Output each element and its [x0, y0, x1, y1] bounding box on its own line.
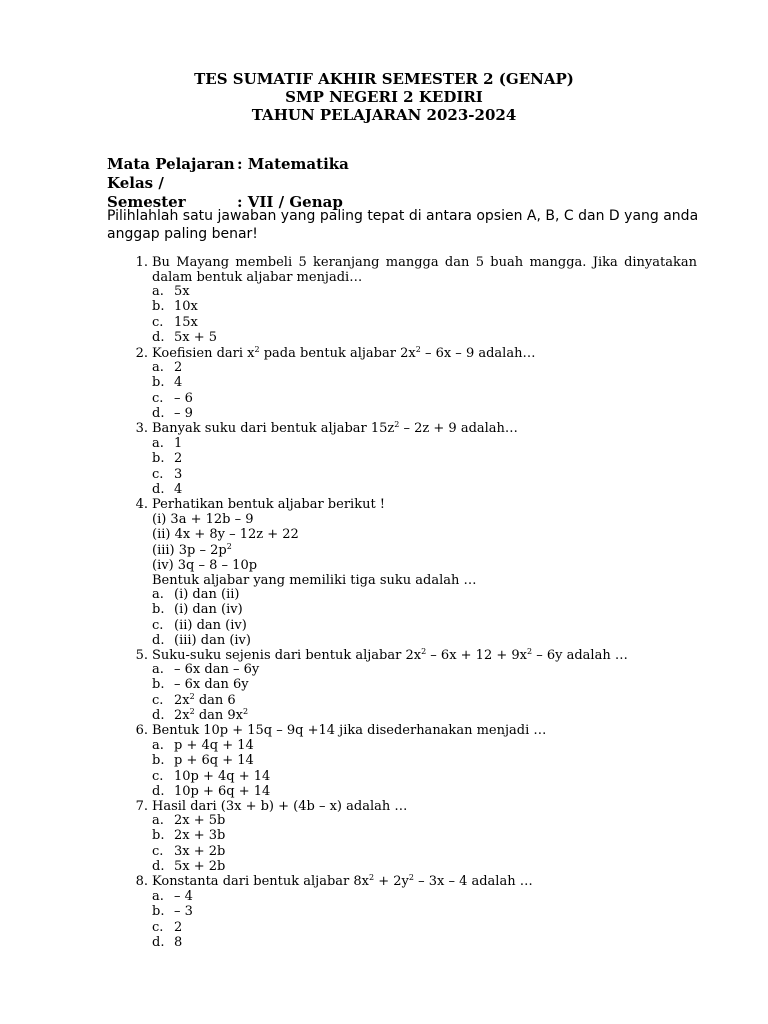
answer-option	[152, 467, 182, 482]
answer-option	[152, 738, 254, 753]
option-letter: d.	[152, 329, 165, 345]
question-text: Suku-suku sejenis dari bentuk aljabar $2x^2 - 6x + 12 + 9x^2 - 6y$ adalah …	[152, 647, 628, 663]
option-text: 2	[174, 919, 183, 935]
option-letter: c.	[152, 314, 164, 330]
option-letter: b.	[152, 677, 165, 693]
answer-option	[152, 844, 225, 859]
question-number: 5.	[135, 648, 148, 663]
option-text: 5x + 5	[174, 329, 218, 345]
question-text: Bu Mayang membeli 5 keranjang mangga dan 5 buah mangga. Jika dinyatakan dalam bentuk aljabar menjadi…	[152, 255, 697, 286]
question-number: 3.	[135, 421, 148, 436]
option-letter: c.	[152, 466, 164, 482]
school-name: SMP NEGERI 2 KEDIRI	[285, 88, 483, 106]
option-text: $2x^2$ dan $9x^2$	[174, 706, 249, 723]
option-letter: a.	[152, 587, 164, 602]
option-text: p + 4q + 14	[174, 738, 254, 753]
option-text: 3x + 2b	[174, 843, 226, 859]
option-text: (ii) dan (iv)	[174, 617, 247, 633]
option-letter: a.	[152, 738, 164, 753]
answer-option	[152, 813, 225, 828]
answer-option	[152, 633, 251, 648]
option-letter: a.	[152, 889, 164, 904]
option-letter: a.	[152, 813, 164, 828]
option-text: 10x	[174, 299, 198, 315]
option-letter: a.	[152, 436, 164, 451]
answer-option	[152, 784, 270, 799]
question-text: Perhatikan bentuk aljabar berikut !	[152, 497, 386, 512]
option-text: – 6x dan 6y	[174, 677, 249, 693]
question-number: 7.	[135, 799, 148, 814]
option-text: 4	[174, 481, 183, 497]
option-text: 15x	[174, 314, 198, 330]
answer-option	[152, 935, 182, 950]
exam-title: TES SUMATIF AKHIR SEMESTER 2 (GENAP)	[194, 70, 574, 88]
question-8	[120, 874, 697, 889]
answer-option	[152, 406, 193, 421]
option-letter: b.	[152, 904, 165, 920]
question-text: Koefisien dari $x^2$ pada bentuk aljabar $2x^2 - 6x - 9$ adalah…	[152, 345, 536, 361]
option-letter: c.	[152, 768, 164, 784]
subject-value: : Matematika	[237, 155, 349, 173]
option-letter: a.	[152, 360, 164, 375]
option-letter: d.	[152, 858, 165, 874]
option-letter: b.	[152, 451, 165, 467]
option-text: 1	[174, 436, 183, 451]
answer-option	[152, 330, 217, 345]
option-letter: b.	[152, 299, 165, 315]
answer-option	[152, 482, 182, 497]
answer-option	[152, 677, 249, 692]
question-number: 8.	[135, 874, 148, 889]
answer-option	[152, 708, 248, 723]
question-7	[120, 799, 697, 814]
option-letter: b.	[152, 375, 165, 391]
answer-option	[152, 769, 270, 784]
option-letter: c.	[152, 617, 164, 633]
question-number: 2.	[135, 346, 148, 361]
option-text: – 6	[174, 390, 193, 406]
question-3	[120, 421, 697, 436]
option-text: 5x	[174, 284, 190, 299]
answer-option	[152, 451, 182, 466]
statement-item: (ii) 4x + 8y – 12z + 22	[152, 527, 299, 543]
question-6	[120, 723, 697, 738]
option-text: $2x^2$ dan 6	[174, 691, 236, 708]
answer-option	[152, 828, 225, 843]
option-letter: d.	[152, 934, 165, 950]
option-letter: b.	[152, 602, 165, 618]
answer-option	[152, 315, 198, 330]
option-letter: b.	[152, 828, 165, 844]
subject-label: Mata Pelajaran	[107, 155, 235, 173]
option-text: (i) dan (ii)	[174, 587, 240, 602]
option-text: 2	[174, 360, 183, 375]
option-letter: d.	[152, 405, 165, 421]
answer-option	[152, 436, 182, 451]
option-text: 3	[174, 466, 183, 482]
answer-option	[152, 753, 254, 768]
answer-option	[152, 360, 182, 375]
option-letter: d.	[152, 632, 165, 648]
question-followup: Bentuk aljabar yang memiliki tiga suku adalah …	[152, 573, 477, 588]
option-text: 10p + 4q + 14	[174, 768, 271, 784]
option-letter: b.	[152, 753, 165, 769]
option-text: 4	[174, 375, 183, 391]
option-letter: d.	[152, 707, 165, 723]
answer-option	[152, 889, 193, 904]
option-letter: c.	[152, 390, 164, 406]
answer-option	[152, 375, 182, 390]
academic-year: TAHUN PELAJARAN 2023-2024	[251, 106, 517, 124]
statement-item: (iv) 3q – 8 – 10p	[152, 557, 258, 573]
option-text: (iii) dan (iv)	[174, 632, 251, 648]
statement-item: (iii) $3p - 2p^2$	[152, 541, 232, 558]
answer-option	[152, 299, 198, 314]
question-5	[120, 648, 697, 663]
answer-option	[152, 662, 259, 677]
question-number: 4.	[135, 497, 148, 512]
question-number: 1.	[135, 255, 148, 270]
option-text: 2	[174, 451, 183, 467]
statement-item: (i) 3a + 12b – 9	[152, 512, 254, 527]
answer-option	[152, 284, 190, 299]
option-letter: d.	[152, 481, 165, 497]
option-text: 5x + 2b	[174, 858, 226, 874]
option-letter: a.	[152, 284, 164, 299]
option-text: – 4	[174, 889, 193, 904]
question-1	[120, 255, 697, 286]
answer-option	[152, 859, 225, 874]
option-letter: c.	[152, 843, 164, 859]
subject-row	[107, 155, 349, 174]
option-text: 2x + 5b	[174, 813, 226, 828]
instruction-text: Pilihlahlah satu jawaban yang paling tepat di antara opsien A, B, C dan D yang anda anggap paling benar!	[107, 208, 699, 242]
option-text: 2x + 3b	[174, 828, 226, 844]
option-text: (i) dan (iv)	[174, 602, 243, 618]
option-letter: c.	[152, 692, 164, 708]
class-label: Kelas / Semester	[107, 174, 186, 211]
option-text: – 9	[174, 405, 193, 421]
answer-option	[152, 618, 247, 633]
question-text: Banyak suku dari bentuk aljabar $15z^2 - 2z + 9$ adalah…	[152, 420, 518, 436]
answer-option	[152, 920, 182, 935]
answer-option	[152, 391, 193, 406]
option-text: – 3	[174, 904, 193, 920]
option-text: 10p + 6q + 14	[174, 783, 271, 799]
question-text: Hasil dari (3x + b) + (4b – x) adalah …	[152, 799, 408, 814]
question-2	[120, 346, 697, 361]
answer-option	[152, 904, 193, 919]
question-4	[120, 497, 697, 512]
option-text: p + 6q + 14	[174, 753, 254, 769]
answer-option	[152, 587, 239, 602]
answer-option	[152, 602, 243, 617]
option-text: – 6x dan – 6y	[174, 662, 260, 677]
option-letter: c.	[152, 919, 164, 935]
option-letter: a.	[152, 662, 164, 677]
option-letter: d.	[152, 783, 165, 799]
question-text: Bentuk 10p + 15q – 9q +14 jika disederhanakan menjadi …	[152, 723, 547, 738]
answer-option	[152, 693, 236, 708]
question-number: 6.	[135, 723, 148, 738]
class-value: : VII / Genap	[237, 193, 343, 211]
option-text: 8	[174, 934, 183, 950]
question-text: Konstanta dari bentuk aljabar $8x^2 + 2y^2 - 3x - 4$ adalah …	[152, 873, 533, 889]
